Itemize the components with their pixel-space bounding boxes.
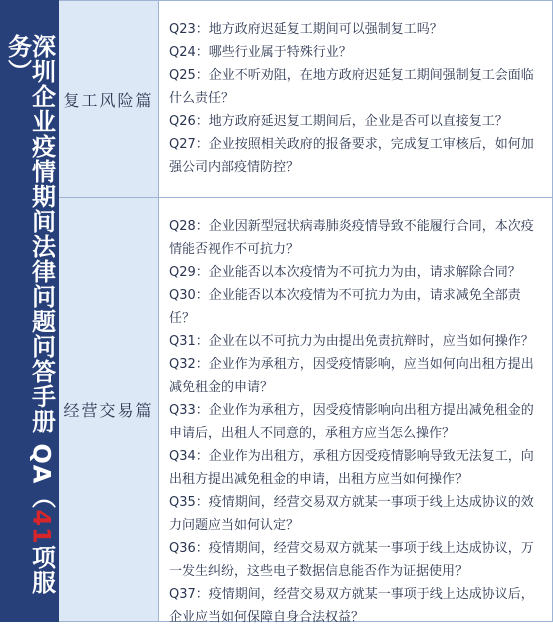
section-row-fugong: [59, 1, 552, 198]
question-item: Q37：疫情期间，经营交易双方就某一事项于线上达成协议后，企业应当如何保障自身合法权益？: [169, 587, 534, 625]
question-item: Q23：地方政府迟延复工期间可以强制复工吗？: [169, 22, 443, 37]
question-item: Q36：疫情期间，经营交易双方就某一事项于线上达成协议，万一发生纠纷，这些电子数据信息能否作为证据使用？: [169, 541, 534, 579]
question-item: Q24：哪些行业属于特殊行业？: [169, 45, 352, 60]
handbook-title: [3, 34, 56, 622]
sidebar: [0, 0, 59, 622]
service-count: 41: [27, 509, 56, 545]
handbook-title-part1: 深圳企业疫情期间法律问题问答手册 QA（: [27, 34, 56, 510]
question-item: Q26：地方政府延迟复工期间后，企业是否可以直接复工？: [169, 114, 508, 129]
question-item: Q29：企业能否以本次疫情为不可抗力为由，请求解除合同？: [169, 265, 521, 280]
question-item: Q25：企业不听劝阻，在地方政府迟延复工期间强制复工会面临什么责任？: [169, 68, 534, 106]
question-item: Q32：企业作为承租方，因受疫情影响，应当如何向出租方提出减免租金的申请？: [169, 357, 534, 395]
question-item: Q35：疫情期间，经营交易双方就某一事项于线上达成协议的效力问题应当如何认定？: [169, 495, 534, 533]
category-label: 复工风险篇: [59, 1, 159, 197]
question-item: Q28：企业因新型冠状病毒肺炎疫情导致不能履行合同，本次疫情能否视作不可抗力？: [169, 219, 534, 257]
question-item: Q34：企业作为出租方，承租方因受疫情影响导致无法复工，向出租方提出减免租金的申请，出租方应当如何操作？: [169, 449, 534, 487]
category-label: 经营交易篇: [59, 198, 159, 621]
question-item: Q27：企业按照相关政府的报备要求，完成复工审核后，如何加强公司内部疫情防控？: [169, 137, 534, 175]
qa-table: [59, 0, 553, 625]
question-list: [169, 18, 544, 179]
question-item: Q33：企业作为承租方，因受疫情影响向出租方提出减免租金的申请后，出租人不同意的，承租方应当怎么操作？: [169, 403, 534, 441]
question-list: [169, 215, 544, 629]
handbook-title-part2: 项服务）: [3, 34, 56, 595]
question-item: Q31：企业在以不可抗力为由提出免责抗辩时，应当如何操作？: [169, 334, 534, 349]
section-row-jingying: [59, 198, 552, 625]
question-item: Q30：企业能否以本次疫情为不可抗力为由，请求减免全部责任？: [169, 288, 521, 326]
